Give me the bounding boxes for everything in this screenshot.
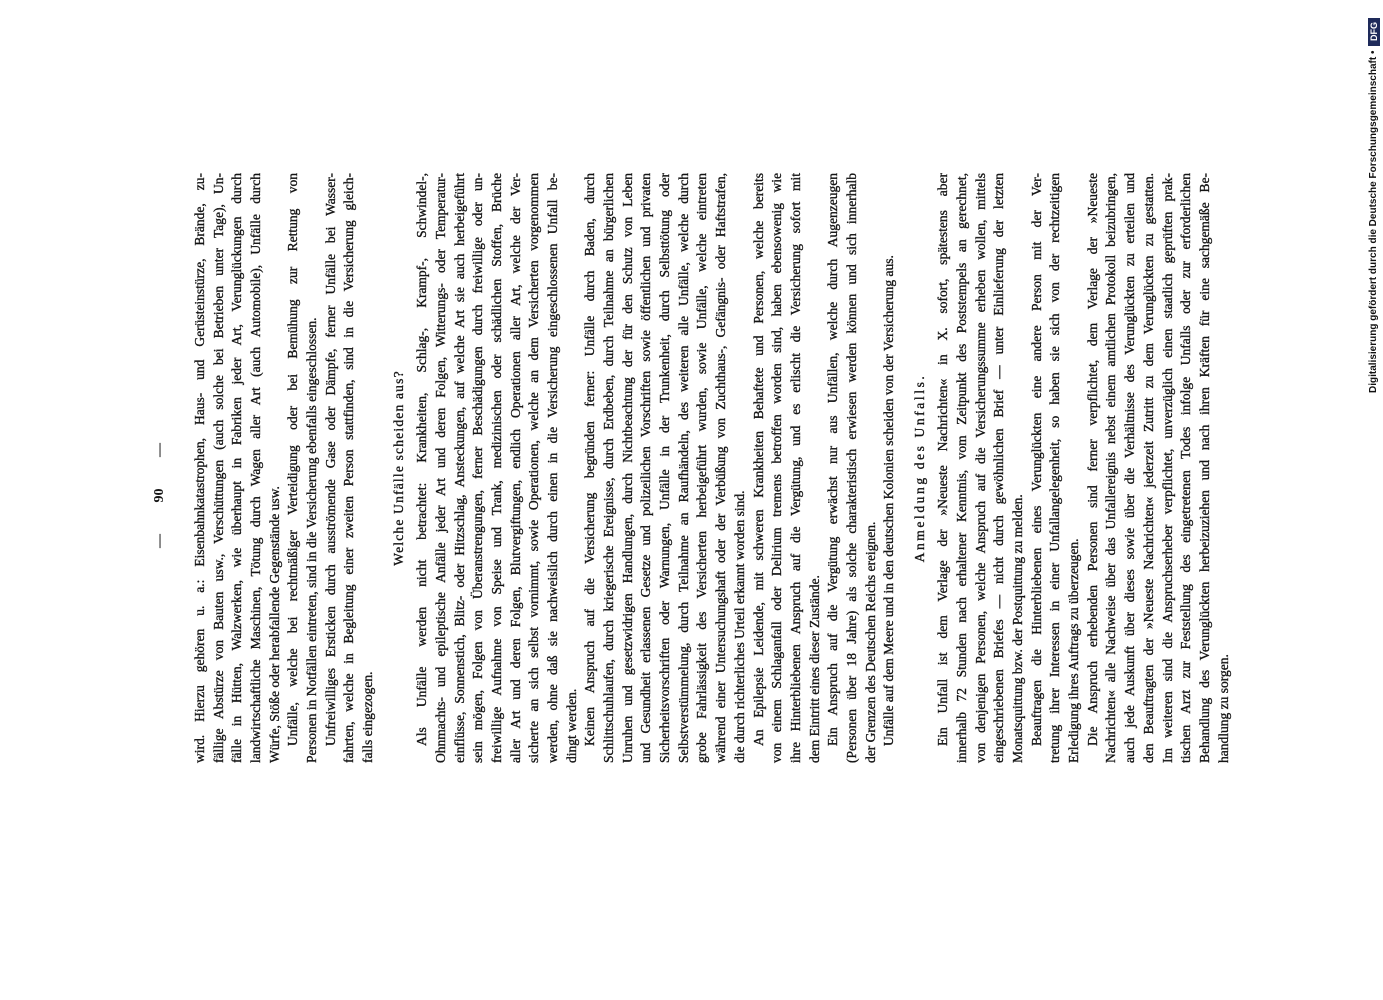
- paragraph: [824, 173, 880, 763]
- text-line: Erledigung ihres Auftrags zu überzeugen.: [1066, 538, 1082, 763]
- text-line: Sicherheitsvorschriften oder Warnungen, Unfälle in der Trunkenheit, durch Selbsttötung oder: [657, 173, 673, 763]
- text-line: Unfreiwilliges Ersticken durch ausströmende Gase oder Dämpfe, ferner Unfälle bei Wasser-: [322, 173, 338, 746]
- paragraph: [322, 173, 378, 763]
- section-heading: Welche Unfälle scheiden aus?: [391, 370, 407, 566]
- text-line: wird. Hierzu gehören u. a.: Eisenbahnkatastrophen, Haus- und Gerüsteinstürze, Brände, zu-: [191, 173, 207, 763]
- paragraph: [581, 173, 749, 763]
- paragraph: [1028, 173, 1084, 763]
- text-line: landwirtschaftliche Maschinen, Tötung durch Wagen aller Art (auch Automobile), Unfälle durch: [248, 173, 264, 763]
- text-line: Im weiteren sind die Anspruchserheber verpflichtet, unverzüglich einen staatlich geprüften prak-: [1159, 173, 1175, 763]
- text-line: Beauftragen die Hinterbliebenen eines Verunglückten eine andere Person mit der Ver-: [1028, 173, 1044, 746]
- text-line: innerhalb 72 Stunden nach erhaltener Kenntnis, vom Zeitpunkt des Poststempels an gerechnet,: [953, 173, 969, 763]
- text-line: Als Unfälle werden nicht betrachtet: Krankheiten, Schlag-, Krampf-, Schwindel-,: [414, 173, 430, 746]
- text-line: dingt werden.: [563, 688, 579, 763]
- text-line: Nachrichten« alle Nachweise über das Unfallereignis nebst einem amtlichen Protokoll beizubringen,: [1103, 173, 1119, 763]
- text-line: während einer Untersuchungshaft oder der Verbüßung von Zuchthaus-, Gefängnis- oder Haftstrafen,: [713, 173, 729, 763]
- text-line: freiwillige Aufnahme von Speise und Trank, medizinischen oder schädlichen Stoffen, Brüche: [488, 173, 504, 763]
- text-line: werden, ohne daß sie nachweislich durch einen in die Versicherung eingeschlossenen Unfall be-: [544, 173, 560, 763]
- text-line: fälle in Hütten, Walzwerken, wie überhaupt in Fabriken jeder Art, Verunglückungen durch: [229, 173, 245, 763]
- section: [390, 173, 899, 763]
- paragraph: [191, 173, 284, 763]
- text-line: grobe Fahrlässigkeit des Versicherten herbeigeführt wurden, sowie Unfälle, welche eintreten: [694, 173, 710, 763]
- digitization-credit: [1368, 18, 1380, 393]
- text-line: den Beauftragten der »Neueste Nachrichten« jederzeit Zutritt zu dem Verunglückten zu gestatten.: [1140, 173, 1156, 763]
- section: [191, 173, 378, 763]
- text-line: Unfälle, welche bei rechtmäßiger Verteidigung oder bei Bemühung zur Rettung von: [285, 173, 301, 746]
- paragraph: [880, 173, 899, 763]
- text-line: Unfälle auf dem Meere und in den deutschen Kolonien scheiden von der Versicherung aus.: [881, 255, 897, 746]
- text-line: sicherte an sich selbst vornimmt, sowie Operationen, welche an dem Versicherten vorgenommen: [526, 173, 542, 763]
- text-line: einflüsse, Sonnenstich, Blitz- oder Hitzschlag, Ansteckungen, auf welche Art sie auch herbeigeführt: [451, 173, 467, 763]
- text-line: An Epilepsie Leidende, mit schweren Krankheiten Behaftete und Personen, welche bereits: [750, 173, 766, 746]
- text-line: Ein Unfall ist dem Verlage der »Neueste Nachrichten« in X. sofort, spätestens aber: [935, 173, 951, 746]
- text-line: sein mögen, Folgen von Überanstrengungen, ferner Beschädigungen durch freiwillige oder un-: [470, 173, 486, 763]
- text-line: Keinen Anspruch auf die Versicherung begründen ferner: Unfälle durch Baden, durch: [582, 173, 598, 746]
- text-line: fällige Abstürze von Bauten usw., Verschüttungen (auch solche bei Betrieben unter Tage), Un-: [210, 173, 226, 763]
- dfg-logo: DFG: [1368, 18, 1380, 46]
- text-line: handlung zu sorgen.: [1215, 654, 1231, 763]
- section: [911, 173, 1233, 763]
- text-line: der Grenzen des Deutschen Reichs ereignen.: [862, 521, 878, 763]
- text-block: [151, 173, 1233, 763]
- text-line: (Personen über 18 Jahre) als solche charakteristisch erwiesen werden können und sich innerhalb: [843, 173, 859, 763]
- text-line: auch jede Auskunft über dieses sowie über die Verhältnisse des Verunglückten zu erteilen und: [1122, 173, 1138, 763]
- text-line: Ohnmachts- und epileptische Anfälle jeder Art und deren Folgen, Witterungs- oder Temperatur-: [432, 173, 448, 763]
- text-line: Monatsquittung bzw. der Postquittung zu melden.: [1010, 494, 1026, 763]
- text-line: Behandlung des Verunglückten herbeizuziehen und nach ihren Kräften für eine sachgemäße Be-: [1196, 173, 1212, 763]
- text-line: falls eingezogen.: [360, 671, 376, 763]
- text-line: Unruhen und gesetzwidrigen Handlungen, durch Nichtbeachtung der für den Schutz von Leben: [619, 173, 635, 763]
- paragraph: [413, 173, 581, 763]
- text-line: ihre Hinterbliebenen Anspruch auf die Vergütung, und es erlischt die Versicherung sofort mit: [787, 173, 803, 763]
- paragraph: [284, 173, 321, 763]
- text-line: von denjenigen Personen, welche Anspruch auf die Versicherungssumme erheben wollen, mittels: [972, 173, 988, 763]
- text-line: Schlittschuhlaufen, durch kriegerische Ereignisse, durch Erdbeben, durch Teilnahme an bürgerlichen: [601, 173, 617, 763]
- text-line: Ein Anspruch auf die Vergütung erwächst nur aus Unfällen, welche durch Augenzeugen: [825, 173, 841, 746]
- text-line: und Gesundheit erlassenen Gesetze und polizeilichen Vorschriften sowie öffentlichen und privaten: [638, 173, 654, 763]
- text-line: Die Anspruch erhebenden Personen sind ferner verpflichtet, dem Verlage der »Neueste: [1084, 173, 1100, 746]
- text-line: tischen Arzt zur Feststellung des eingetretenen Todes infolge Unfalls oder zur erforderlichen: [1178, 173, 1194, 763]
- text-line: dem Eintritt eines dieser Zustände.: [806, 575, 822, 763]
- text-line: von einem Schlaganfall oder Delirium tremens betroffen worden sind, haben ebensowenig wie: [769, 173, 785, 763]
- text-line: eingeschriebenen Briefes — nicht durch gewöhnlichen Brief — unter Einlieferung der letzten: [991, 173, 1007, 763]
- text-line: die durch richterliches Urteil erkannt worden sind.: [731, 490, 747, 763]
- section-heading: Anmeldung des Unfalls.: [912, 373, 928, 563]
- text-line: Selbstverstümmelung, durch Teilnahme an Raufhändeln, des weiteren alle Unfälle, welche durch: [675, 173, 691, 763]
- paragraph: [934, 173, 1027, 763]
- paragraph: [1084, 173, 1234, 763]
- text-line: fahrten, welche in Begleitung einer zweiten Person stattfinden, sind in die Versicherung gleich-: [341, 173, 357, 763]
- page-number: — 90 —: [152, 443, 167, 548]
- text-line: Würfe, Stöße oder herabfallende Gegenstände usw.: [266, 486, 282, 763]
- credit-text: Digitalisierung gefördert durch die Deutsche Forschungsgemeinschaft •: [1368, 50, 1379, 393]
- text-line: tretung ihrer Interessen in einer Unfallangelegenheit, so haben sie sich von der rechtzeitigen: [1047, 173, 1063, 763]
- text-line: Personen in Notfällen eintreten, sind in die Versicherung ebenfalls eingeschlossen.: [304, 317, 320, 763]
- paragraph: [750, 173, 825, 763]
- text-line: aller Art und deren Folgen, Blutvergiftungen, endlich Operationen aller Art, welche der Ver-: [507, 173, 523, 763]
- text-sections: [191, 173, 1233, 763]
